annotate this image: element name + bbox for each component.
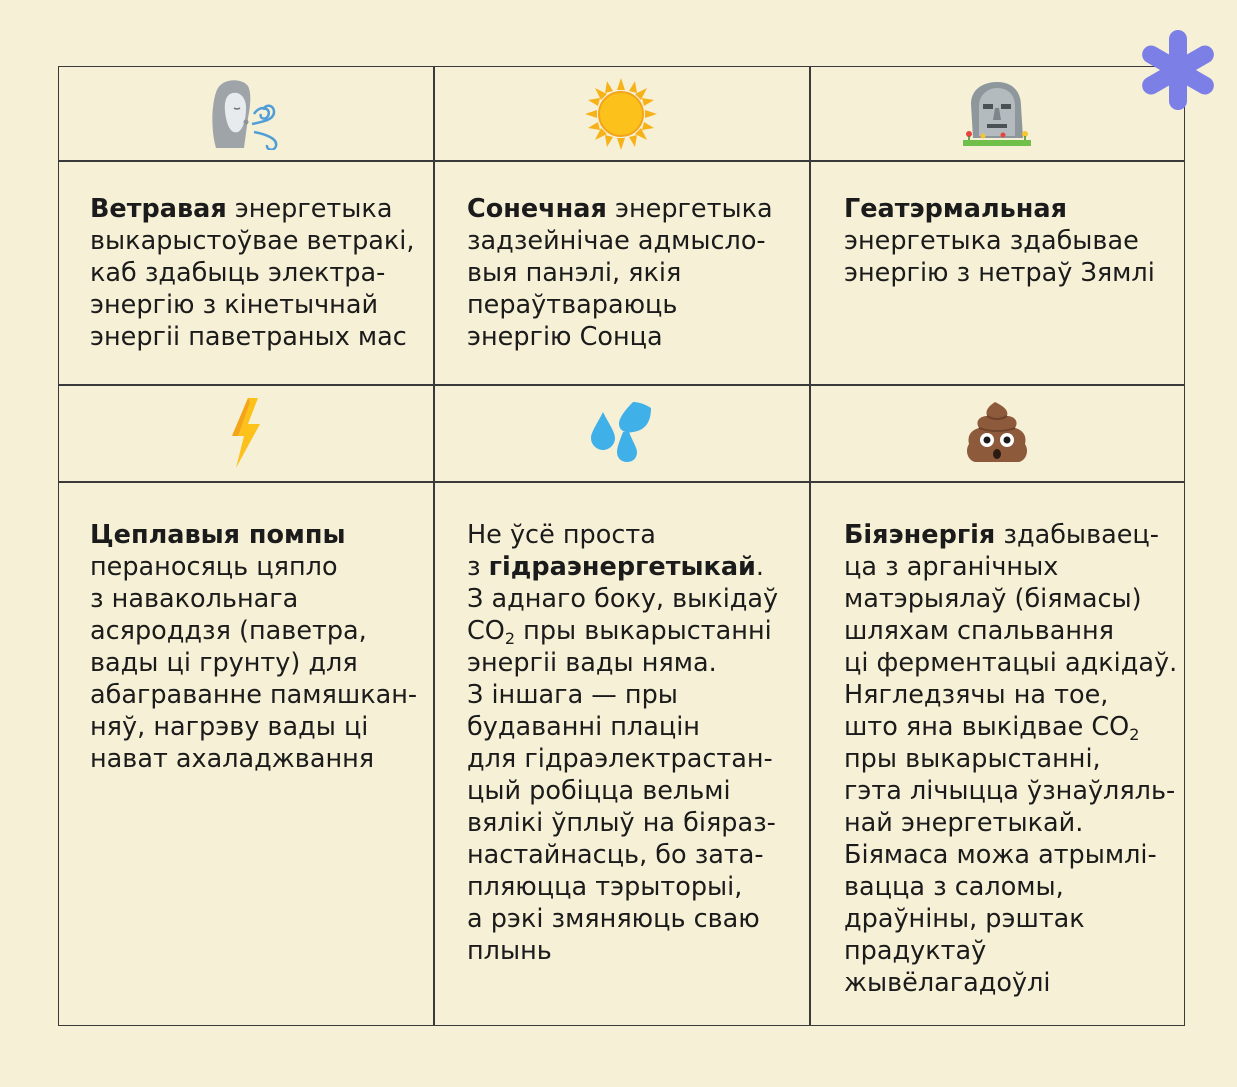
icon-cell (433, 384, 809, 481)
row-divider (59, 160, 1184, 162)
description-hydro-part2: пры выкарыстанні энергіі вады няма. З іншага — пры будаванні плацін для гідраэлектрастан- цый робіцца вельмі вялікі ўплыў на біяраз- настайнасць, бо зата- пляюцца тэрыторыі, а рэкі змяняюць сваю плынь (467, 616, 776, 966)
description-geothermal: энергетыка здабывае энергію з нетраў Зямлі (844, 226, 1155, 288)
term-solar: Сонечная (467, 194, 607, 224)
column-divider (433, 67, 435, 1025)
wind-face-icon (208, 78, 284, 150)
icon-cell (809, 384, 1184, 481)
water-drops-icon (589, 402, 653, 464)
term-bioenergy: Біяэнергія (844, 520, 996, 550)
term-hydro: гідраэнергетыкай (488, 552, 756, 582)
icon-cell (433, 67, 809, 160)
icon-cell (59, 67, 433, 160)
row-divider (59, 481, 1184, 483)
column-divider (809, 67, 811, 1025)
solar-energy-text (467, 193, 797, 353)
co2-subscript: 2 (504, 629, 516, 648)
description-hydro-part1: . З аднаго боку, выкідаў CO (467, 552, 779, 646)
term-geothermal: Геатэрмальная (844, 194, 1067, 224)
asterisk-icon (1136, 28, 1220, 112)
poop-icon (965, 402, 1029, 464)
term-wind: Ветравая (90, 194, 227, 224)
icon-cell (809, 67, 1184, 160)
term-heat-pumps: Цеплавыя помпы (90, 520, 346, 550)
geothermal-energy-text (844, 193, 1174, 289)
lightning-icon (228, 398, 264, 468)
hydro-energy-text (467, 519, 802, 967)
energy-table (58, 66, 1185, 1026)
description-hydro-intro: Не ўсё проста з (467, 520, 656, 582)
description-wind: энергетыка выкарыстоўвае ветракі, каб здабыць электра- энергію з кінетычнай энергіі паветраных мас (90, 194, 415, 352)
description-solar: энергетыка задзейнічае адмысло- выя панэлі, якія пераўтвараюць энергію Сонца (467, 194, 773, 352)
heat-pumps-text (90, 519, 420, 775)
moai-geothermal-icon (963, 80, 1031, 148)
description-bio-part1: здабываец- ца з арганічных матэрыялаў (біямасы) шляхам спальвання ці ферментацыі адкідаў. Нягледзячы на тое, што яна выкідвае CO (844, 520, 1178, 742)
description-heat-pumps: пераносяць цяпло з навакольнага асяроддзя (паветра, вады ці грунту) для абаграванне памяшкан- няў, нагрэву вады ці нават ахаладжвання (90, 552, 418, 774)
sun-icon (585, 78, 657, 150)
bioenergy-text (844, 519, 1179, 999)
icon-cell (59, 384, 433, 481)
description-bio-part2: пры выкарыстанні, гэта лічыцца ўзнаўляль- най энергетыкай. Біямаса можа атрымлі- вацца з саломы, драўніны, рэштак прадуктаў жывёлагадоўлі (844, 744, 1176, 998)
wind-energy-text (90, 193, 420, 353)
co2-subscript: 2 (1129, 725, 1140, 744)
